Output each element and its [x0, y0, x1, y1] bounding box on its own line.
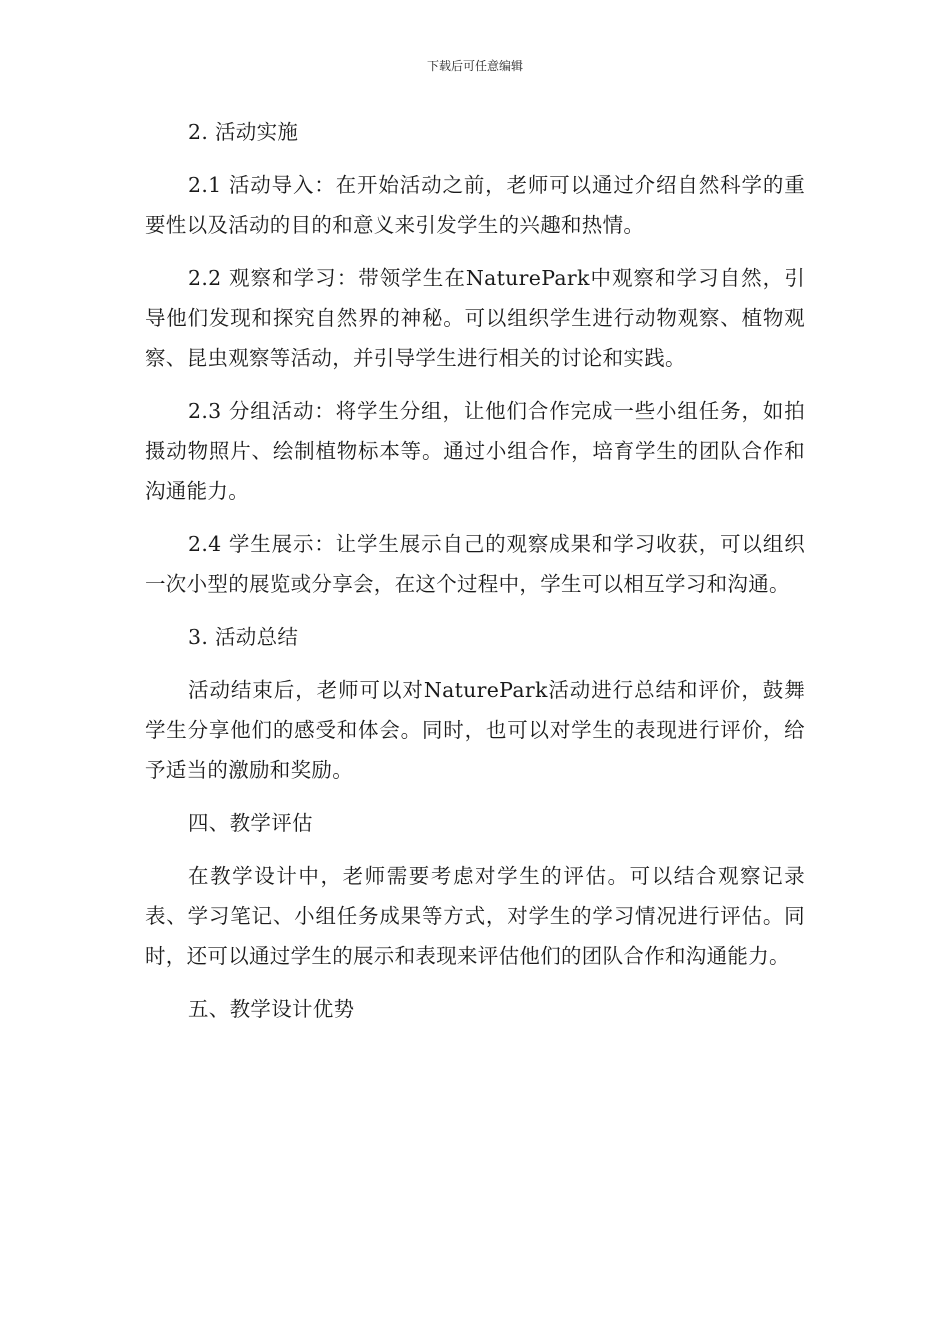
paragraph-summary: 活动结束后，老师可以对NaturePark活动进行总结和评价，鼓舞学生分享他们的感受和体会。同时，也可以对学生的表现进行评价，给予适当的激励和奖励。 [145, 678, 805, 782]
section-heading-activity-summary: 3. 活动总结 [188, 625, 299, 649]
paragraph-activity-introduction: 2.1 活动导入：在开始活动之前，老师可以通过介绍自然科学的重要性以及活动的目的和意义来引发学生的兴趣和热情。 [145, 173, 805, 237]
section-heading-design-advantages: 五、教学设计优势 [188, 997, 355, 1021]
paragraph-student-presentation: 2.4 学生展示：让学生展示自己的观察成果和学习收获，可以组织一次小型的展览或分享会，在这个过程中，学生可以相互学习和沟通。 [145, 532, 805, 596]
section-heading-activity-implementation: 2. 活动实施 [188, 120, 299, 144]
document-body [145, 112, 805, 1042]
paragraph-group-activity: 2.3 分组活动：将学生分组，让他们合作完成一些小组任务，如拍摄动物照片、绘制植物标本等。通过小组合作，培育学生的团队合作和沟通能力。 [145, 399, 805, 503]
page-header-note: 下载后可任意编辑 [426, 59, 523, 73]
paragraph-evaluation: 在教学设计中，老师需要考虑对学生的评估。可以结合观察记录表、学习笔记、小组任务成果等方式，对学生的学习情况进行评估。同时，还可以通过学生的展示和表现来评估他们的团队合作和沟通能力。 [145, 864, 805, 968]
paragraph-observation-learning: 2.2 观察和学习：带领学生在NaturePark中观察和学习自然，引导他们发现和探究自然界的神秘。可以组织学生进行动物观察、植物观察、昆虫观察等活动，并引导学生进行相关的讨论和实践。 [145, 266, 805, 370]
section-heading-teaching-evaluation: 四、教学评估 [188, 811, 313, 835]
